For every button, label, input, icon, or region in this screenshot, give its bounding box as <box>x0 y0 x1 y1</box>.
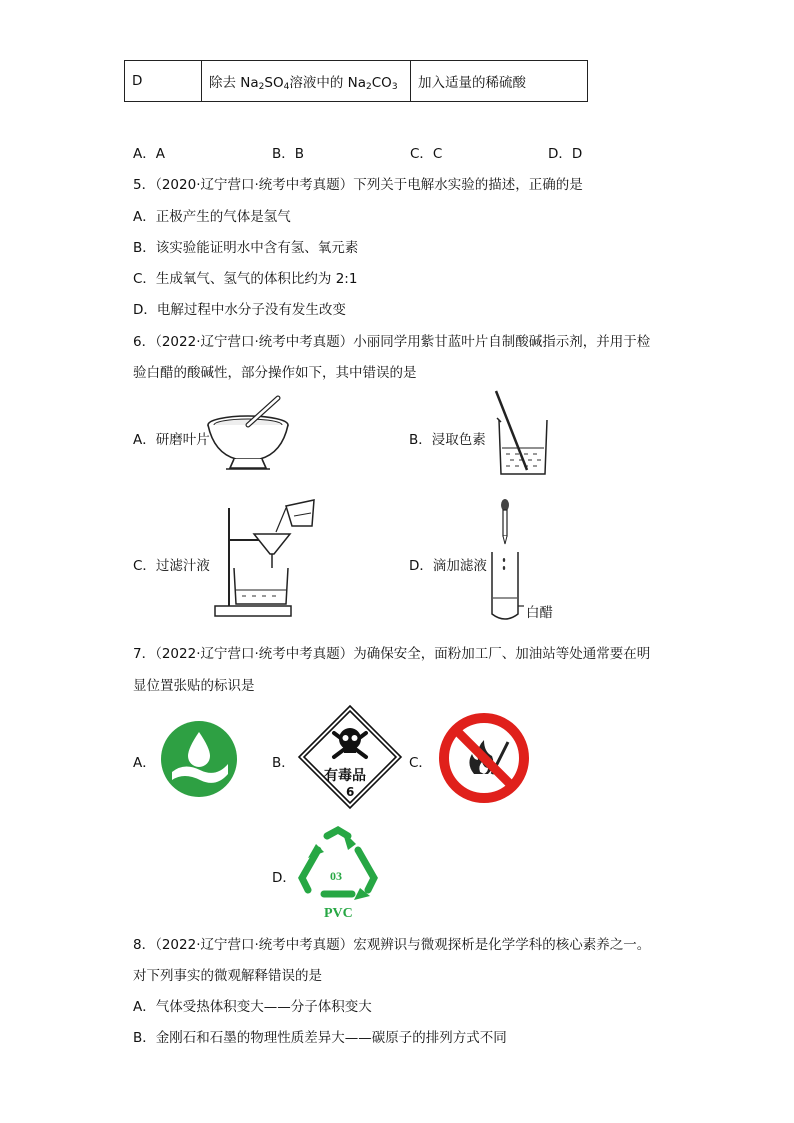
no-fire-sign-icon <box>438 712 530 804</box>
table-cell-label: D <box>125 61 202 102</box>
q7-option-a[interactable]: A． <box>133 755 156 771</box>
recycle-pvc-icon <box>294 826 382 900</box>
recycle-code: 03 <box>330 869 342 883</box>
q5-option-b[interactable]: B．该实验能证明水中含有氢、氧元素 <box>133 240 359 256</box>
q8-option-b[interactable]: B．金刚石和石墨的物理性质差异大——碳原子的排列方式不同 <box>133 1030 507 1046</box>
q4-option-d[interactable]: D．D <box>548 146 583 162</box>
q8-option-a[interactable]: A．气体受热体积变大——分子体积变大 <box>133 999 372 1015</box>
beaker-icon <box>493 390 553 476</box>
q5-option-c[interactable]: C．生成氧气、氢气的体积比约为 2:1 <box>133 271 358 287</box>
q7-stem-line2: 显位置张贴的标识是 <box>133 678 255 694</box>
table-cell-method: 加入适量的稀硫酸 <box>411 61 588 102</box>
q4-option-b[interactable]: B．B <box>272 146 305 162</box>
q7-option-b[interactable]: B． <box>272 755 295 771</box>
vinegar-label: 白醋 <box>526 605 553 621</box>
q5-option-d[interactable]: D．电解过程中水分子没有发生改变 <box>133 302 346 318</box>
q6-stem-line2: 验白醋的酸碱性，部分操作如下，其中错误的是 <box>133 365 417 381</box>
q7-stem-line1: 7．（2022·辽宁营口·统考中考真题）为确保安全，面粉加工厂、加油站等处通常要在明 <box>133 646 651 662</box>
q5-stem: 5．（2020·辽宁营口·统考中考真题）下列关于电解水实验的描述，正确的是 <box>133 177 583 193</box>
options-table <box>124 60 588 102</box>
table-row <box>125 61 588 102</box>
q4-option-c[interactable]: C．C <box>410 146 443 162</box>
mortar-icon <box>206 395 296 475</box>
filtration-setup-icon <box>214 498 318 618</box>
q8-stem-line1: 8．（2022·辽宁营口·统考中考真题）宏观辨识与微观探析是化学学科的核心素养之一。 <box>133 937 651 953</box>
recycle-name: PVC <box>324 906 353 921</box>
table-cell-purpose: 除去 $Na_2SO_4$溶液中的 $Na_2CO_3$ <box>202 61 411 102</box>
q6-option-c[interactable]: C．过滤汁液 <box>133 558 210 574</box>
toxic-sign-class: 6 <box>346 785 355 799</box>
q7-option-c[interactable]: C． <box>409 755 432 771</box>
q6-option-a[interactable]: A．研磨叶片 <box>133 432 210 448</box>
q5-option-a[interactable]: A．正极产生的气体是氢气 <box>133 209 291 225</box>
q6-stem-line1: 6．（2022·辽宁营口·统考中考真题）小丽同学用紫甘蓝叶片自制酸碱指示剂，并用于检 <box>133 334 651 350</box>
q6-option-b[interactable]: B．浸取色素 <box>409 432 486 448</box>
water-saving-sign-icon <box>160 720 238 798</box>
q7-option-d[interactable]: D． <box>272 870 296 886</box>
q4-option-a[interactable]: A．A <box>133 146 165 162</box>
q8-stem-line2: 对下列事实的微观解释错误的是 <box>133 968 322 984</box>
q6-option-d[interactable]: D．滴加滤液 <box>409 558 487 574</box>
toxic-sign-text: 有毒品 <box>324 768 366 784</box>
dropper-test-tube-icon <box>484 498 524 622</box>
